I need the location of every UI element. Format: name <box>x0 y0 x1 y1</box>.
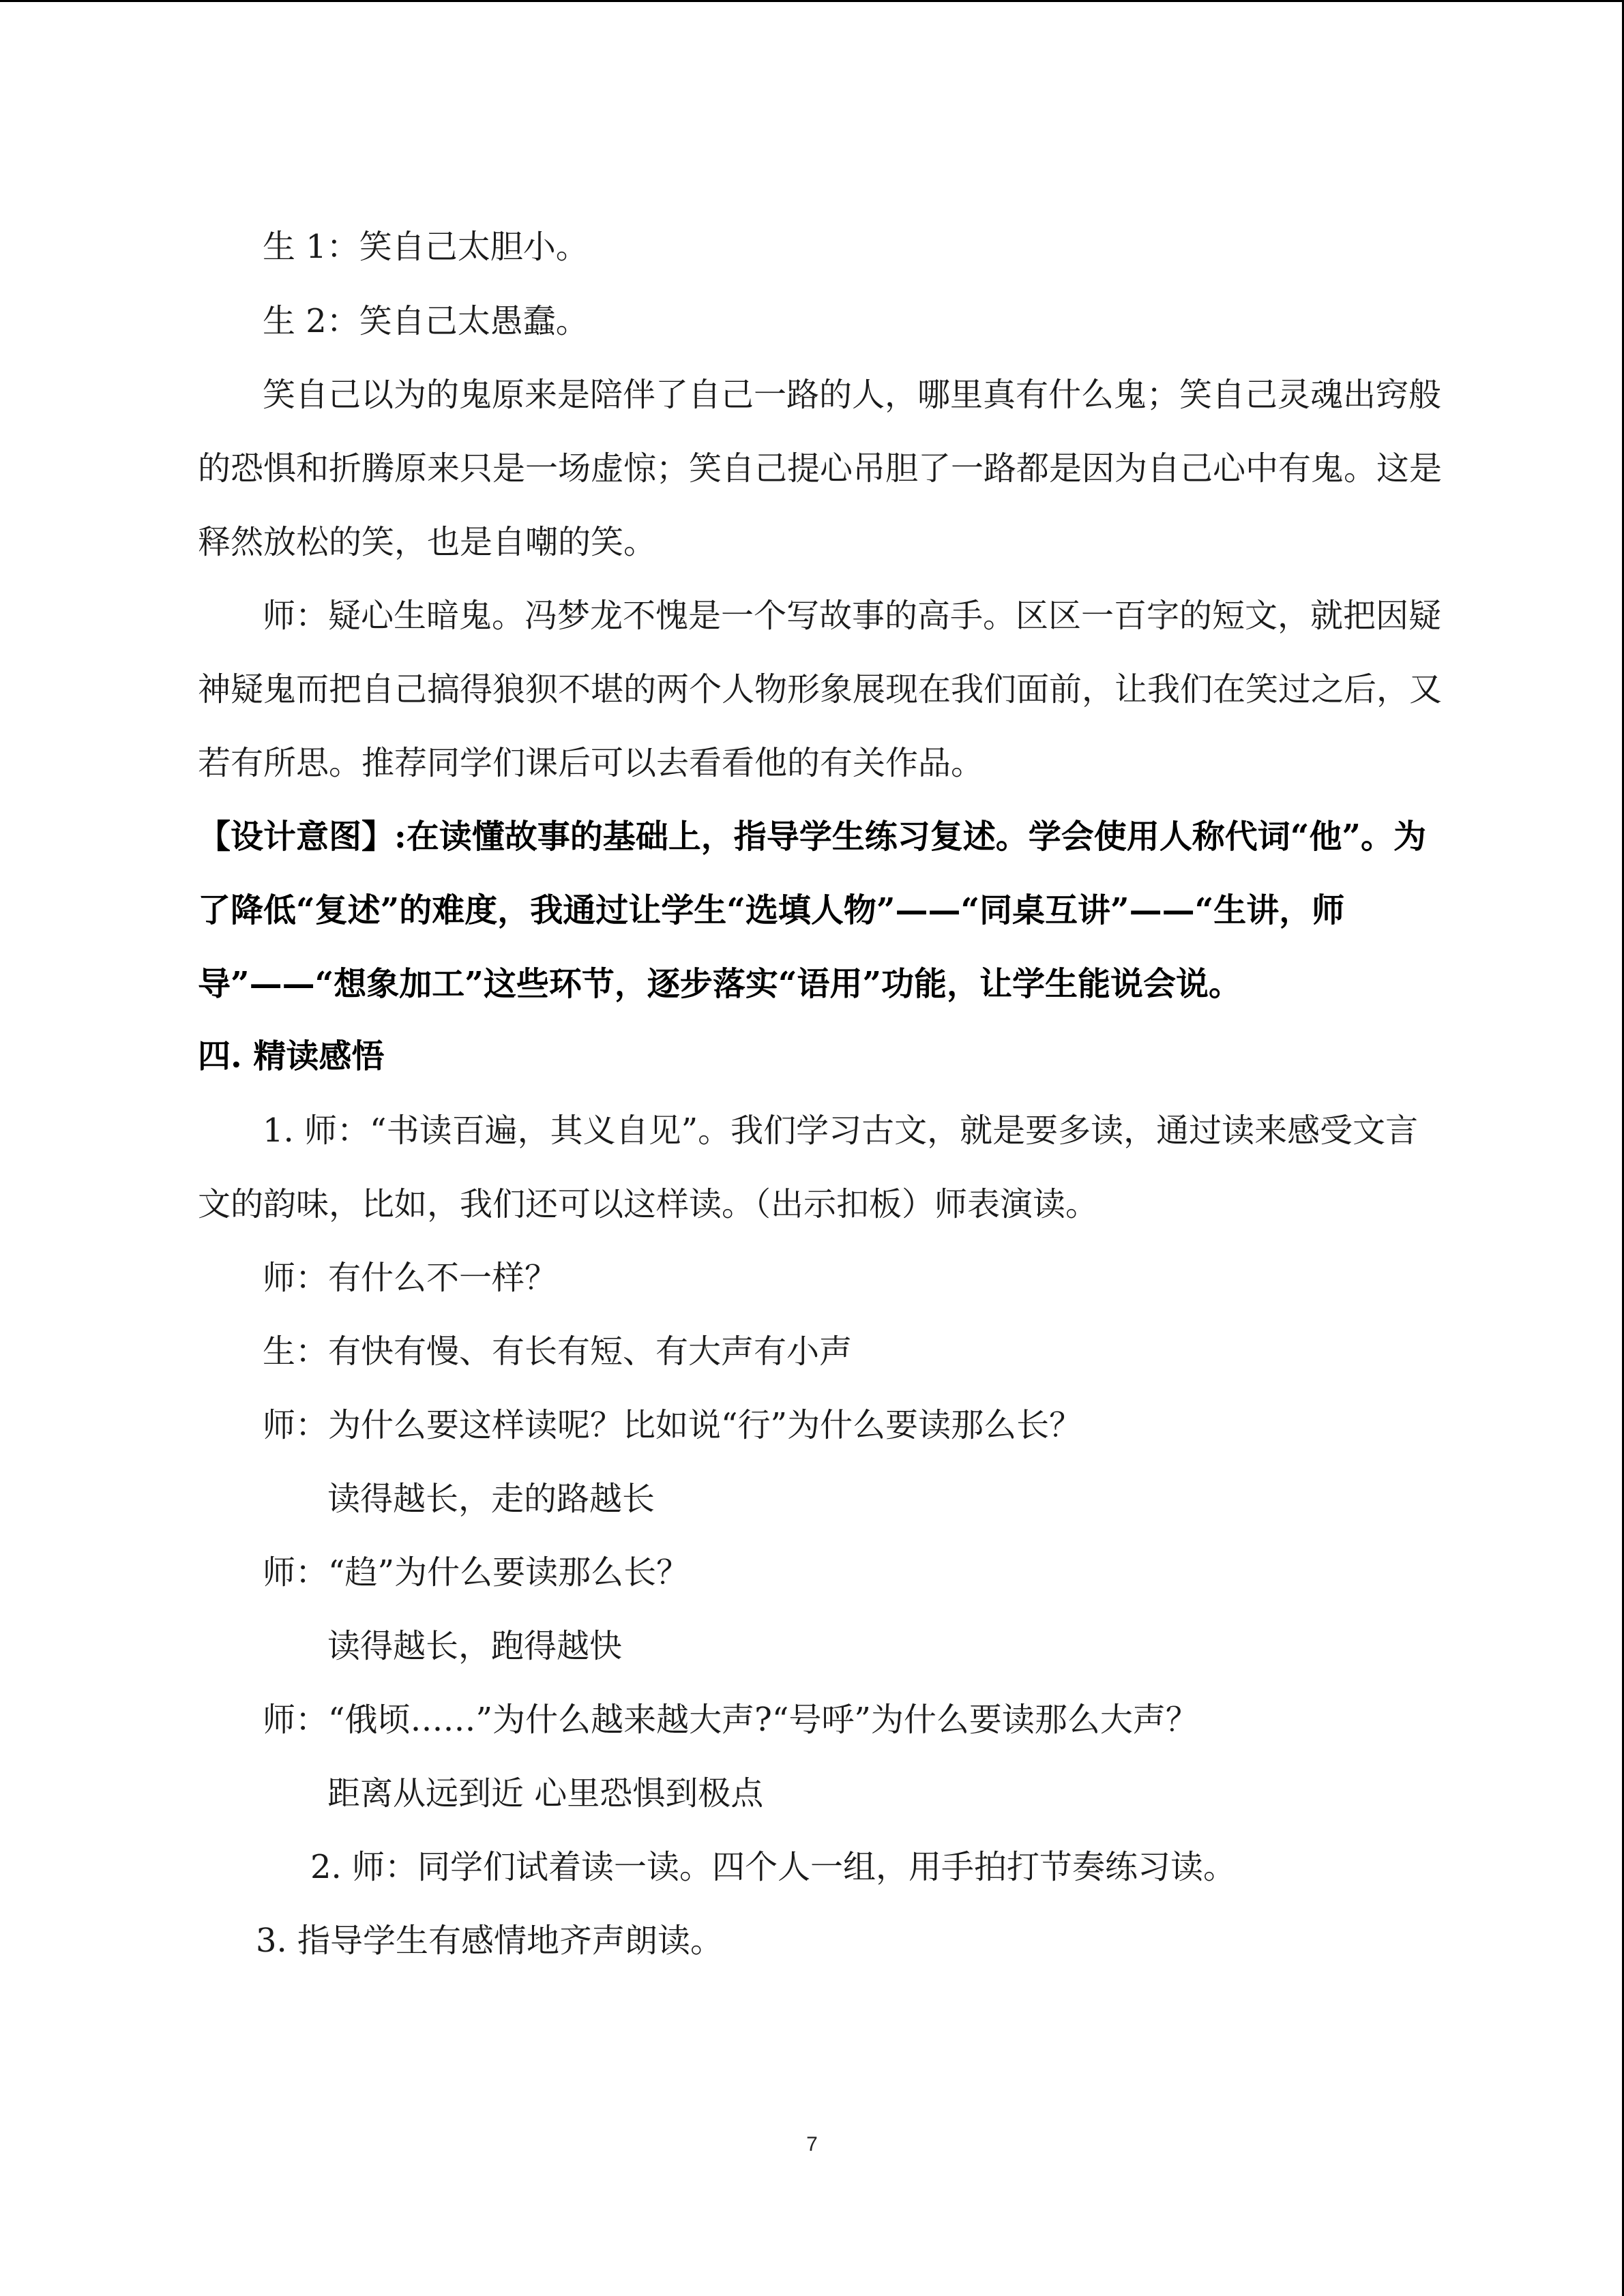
paragraph-line: 生 2：笑自己太愚蠢。 <box>263 302 589 340</box>
paragraph-line: 读得越长，走的路越长 <box>327 1480 655 1518</box>
paragraph-line: 生 1：笑自己太胆小。 <box>263 228 589 266</box>
paragraph-line: 释然放松的笑，也是自嘲的笑。 <box>198 523 657 561</box>
paragraph-line: 1. 师：“书读百遍，其义自见”。我们学习古文，就是要多读，通过读来感受文言 <box>263 1112 1419 1150</box>
paragraph-line: 生：有快有慢、有长有短、有大声有小声 <box>263 1332 853 1371</box>
paragraph-line: 师：疑心生暗鬼。冯梦龙不愧是一个写故事的高手。区区一百字的短文，就把因疑 <box>263 597 1442 635</box>
paragraph-line: 文的韵味，比如，我们还可以这样读。（出示扣板）师表演读。 <box>198 1185 1099 1223</box>
paragraph-line: 3. 指导学生有感情地齐声朗读。 <box>256 1922 724 1960</box>
paragraph-line: 师：有什么不一样？ <box>263 1259 558 1297</box>
design-intent-line: 导”——“想象加工”这些环节，逐步落实“语用”功能，让学生能说会说。 <box>198 965 1242 1003</box>
paragraph-line: 师：为什么要这样读呢？比如说“行”为什么要读那么长？ <box>263 1406 1082 1444</box>
paragraph-line: 读得越长，跑得越快 <box>327 1627 623 1665</box>
section-heading: 四. 精读感悟 <box>198 1037 385 1075</box>
paragraph-line: 笑自己以为的鬼原来是陪伴了自己一路的人，哪里真有什么鬼；笑自己灵魂出窍般 <box>263 376 1442 414</box>
design-intent-line: 【设计意图】:在读懂故事的基础上，指导学生练习复述。学会使用人称代词“他”。为 <box>198 818 1426 856</box>
paragraph-line: 的恐惧和折腾原来只是一场虚惊；笑自己提心吊胆了一路都是因为自己心中有鬼。这是 <box>198 449 1443 488</box>
paragraph-line: 距离从远到近 心里恐惧到极点 <box>327 1774 764 1813</box>
paragraph-line: 师：“俄顷……”为什么越来越大声?“号呼”为什么要读那么大声？ <box>263 1701 1198 1739</box>
paragraph-line: 神疑鬼而把自己搞得狼狈不堪的两个人物形象展现在我们面前，让我们在笑过之后，又 <box>198 670 1443 709</box>
page-number: 7 <box>806 2133 818 2156</box>
paragraph-line: 师：“趋”为什么要读那么长？ <box>263 1553 690 1592</box>
paragraph-line: 2. 师：同学们试着读一读。四个人一组，用手拍打节奏练习读。 <box>310 1848 1237 1886</box>
design-intent-line: 了降低“复述”的难度，我通过让学生“选填人物”——“同桌互讲”——“生讲，师 <box>198 891 1345 929</box>
paragraph-line: 若有所思。推荐同学们课后可以去看看他的有关作品。 <box>198 744 984 782</box>
